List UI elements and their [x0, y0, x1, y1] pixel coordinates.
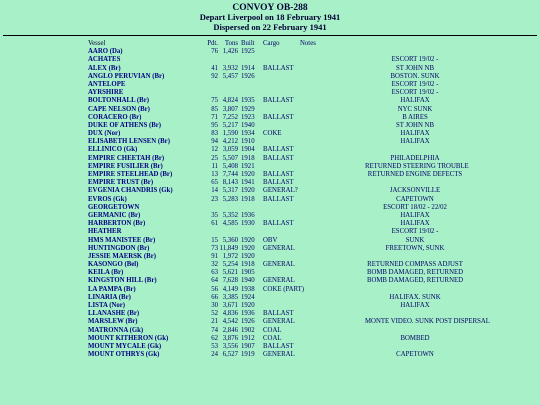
cell-tons: 5,283	[222, 195, 238, 203]
cell-vessel: GEORGETOWN	[88, 203, 140, 211]
cell-tons: 1,426	[222, 48, 238, 56]
cell-pdt: 24	[211, 351, 218, 359]
table-row	[0, 269, 540, 277]
cell-cargo: BALLAST	[263, 220, 294, 228]
cell-vessel: EMPIRE FUSILIER (Br)	[88, 162, 163, 170]
cell-tons: 3,932	[222, 64, 238, 72]
cell-vessel: EMPIRE STEELHEAD (Br)	[88, 171, 173, 178]
cell-notes: BOMB DAMAGED, RETURNED	[366, 269, 464, 277]
cell-pdt: 11	[211, 162, 218, 170]
cell-tons: 5,317	[222, 187, 238, 195]
cell-notes: BOMBED	[400, 334, 430, 342]
cell-notes: CAPETOWN	[396, 195, 434, 203]
cell-vessel: EMPIRE CHEETAH (Br)	[88, 154, 165, 162]
table-row	[0, 89, 540, 97]
cell-tons: 8,143	[222, 179, 238, 187]
table-row	[0, 220, 540, 228]
cell-built: 1921	[241, 162, 255, 170]
cell-built: 1914	[241, 64, 255, 72]
table-row	[0, 237, 540, 245]
table-row	[0, 138, 540, 146]
cell-pdt: 61	[211, 220, 218, 228]
cell-tons: 7,744	[222, 171, 238, 178]
column-header-cargo: Cargo	[263, 40, 280, 47]
cell-pdt: 23	[211, 195, 218, 203]
cell-pdt: 66	[211, 293, 218, 301]
table-row	[0, 318, 540, 326]
cell-vessel: EVGENIA CHANDRIS (Gk)	[88, 187, 173, 195]
table-header-row	[0, 40, 540, 48]
table-row	[0, 335, 540, 343]
cell-pdt: 74	[211, 326, 218, 334]
cell-built: 1940	[241, 277, 255, 285]
cell-notes: RETURNED COMPASS ADJUST	[367, 261, 463, 269]
cell-built: 1918	[241, 154, 255, 162]
table-row	[0, 81, 540, 89]
dispersed-line: Dispersed on 22 February 1941	[213, 21, 327, 32]
cell-cargo: BALLAST	[263, 64, 294, 72]
cell-notes: SUNK	[405, 236, 425, 244]
cell-pdt: 94	[211, 138, 218, 146]
table-row	[0, 179, 540, 187]
table-row	[0, 253, 540, 261]
cell-cargo: COAL	[263, 334, 282, 342]
cell-cargo: GENERAL	[263, 351, 295, 359]
cell-notes: RETURNED STEERING TROUBLE	[365, 162, 469, 170]
cell-vessel: ANTELOPE	[88, 80, 126, 88]
cell-pdt: 65	[211, 179, 218, 187]
cell-cargo: COKE (PART)	[263, 285, 305, 293]
cell-cargo: GENERAL	[263, 244, 295, 252]
cell-built: 1920	[241, 302, 255, 309]
cell-built: 1941	[241, 179, 255, 187]
cell-pdt: 53	[211, 342, 218, 350]
table-row	[0, 277, 540, 285]
cell-tons: 5,457	[222, 72, 238, 80]
cell-notes: HALIFAX. SUNK	[389, 293, 441, 301]
table-row	[0, 286, 540, 294]
cell-notes: ST JOHN NB	[395, 121, 435, 129]
cell-cargo: BALLAST	[263, 310, 294, 318]
cell-vessel: HMS MANISTEE (Br)	[88, 236, 156, 244]
cell-cargo: COAL	[263, 326, 282, 334]
cell-notes: ST JOHN NB	[395, 64, 435, 72]
cell-tons: 5,408	[222, 162, 238, 170]
cell-vessel: MARSLEW (Br)	[88, 318, 138, 326]
cell-built: 1923	[241, 113, 255, 121]
table-row	[0, 204, 540, 212]
cell-vessel: MOUNT MYCALE (Gk)	[88, 342, 162, 350]
cell-notes: FREETOWN, SUNK	[385, 244, 445, 252]
column-header-notes: Notes	[300, 40, 316, 47]
page-header	[0, 0, 540, 32]
cell-vessel: LINARIA (Br)	[88, 293, 131, 301]
cell-notes: HALIFAX	[400, 302, 430, 309]
cell-tons: 3,807	[222, 105, 238, 113]
cell-tons: 6,527	[222, 351, 238, 359]
cell-vessel: HUNTINGDON (Br)	[88, 244, 150, 252]
cell-cargo: GENERAL	[263, 318, 295, 326]
cell-vessel: CAPE NELSON (Br)	[88, 105, 150, 113]
table-row	[0, 228, 540, 236]
cell-built: 1907	[241, 342, 255, 350]
cell-vessel: GERMANIC (Br)	[88, 211, 141, 219]
cell-built: 1925	[241, 48, 255, 56]
cell-vessel: MATRONNA (Gk)	[88, 326, 144, 334]
cell-notes: ESCORT 19/02 -	[391, 89, 439, 97]
cell-vessel: EVROS (Gk)	[88, 195, 127, 203]
cell-built: 1919	[241, 351, 255, 359]
cell-vessel: DUX (Nor)	[88, 130, 121, 138]
cell-notes: ESCORT 18/02 - 22/02	[383, 203, 447, 211]
cell-pdt: 64	[211, 277, 218, 285]
cell-cargo: BALLAST	[263, 113, 294, 121]
cell-notes: ESCORT 19/02 -	[391, 228, 439, 236]
convoy-table	[0, 40, 540, 359]
cell-built: 1935	[241, 97, 255, 105]
cell-tons: 1,590	[222, 130, 238, 138]
table-row	[0, 65, 540, 73]
table-row	[0, 155, 540, 163]
cell-built: 1924	[241, 293, 255, 301]
table-row	[0, 351, 540, 359]
cell-built: 1920	[241, 187, 255, 195]
cell-notes: JACKSONVILLE	[389, 187, 441, 195]
cell-pdt: 62	[211, 334, 218, 342]
cell-tons: 11,849	[219, 244, 238, 252]
cell-cargo: GENERAL	[263, 261, 295, 269]
table-row	[0, 122, 540, 130]
table-row	[0, 343, 540, 351]
table-row	[0, 327, 540, 335]
table-row	[0, 171, 540, 179]
cell-pdt: 73	[211, 244, 218, 252]
cell-tons: 3,556	[222, 342, 238, 350]
table-row	[0, 196, 540, 204]
column-header-tons: Tons	[224, 40, 238, 47]
table-row	[0, 302, 540, 310]
cell-vessel: BOLTONHALL (Br)	[88, 97, 149, 105]
cell-pdt: 76	[211, 48, 218, 56]
cell-built: 1920	[241, 236, 255, 244]
cell-built: 1905	[241, 269, 255, 277]
column-header-vessel: Vessel	[88, 40, 106, 47]
table-row	[0, 130, 540, 138]
table-row	[0, 48, 540, 56]
table-row	[0, 114, 540, 122]
cell-cargo: OBV	[263, 236, 278, 244]
cell-tons: 7,252	[222, 113, 238, 121]
cell-notes: HALIFAX	[400, 138, 430, 146]
cell-built: 1920	[241, 244, 255, 252]
cell-built: 1926	[241, 318, 255, 326]
cell-pdt: 63	[211, 269, 218, 277]
cell-cargo: BALLAST	[263, 97, 294, 105]
cell-tons: 5,360	[222, 236, 238, 244]
cell-built: 1904	[241, 146, 255, 154]
cell-vessel: JESSIE MAERSK (Br)	[88, 252, 156, 260]
cell-built: 1930	[241, 220, 255, 228]
cell-pdt: 95	[211, 121, 218, 129]
table-row	[0, 146, 540, 154]
cell-built: 1918	[241, 195, 255, 203]
cell-pdt: 12	[211, 146, 218, 154]
cell-notes: MONTE VIDEO. SUNK POST DISPERSAL	[365, 318, 490, 326]
cell-pdt: 30	[211, 302, 218, 309]
depart-line: Depart Liverpool on 18 February 1941	[199, 12, 341, 22]
cell-vessel: AYRSHIRE	[88, 89, 124, 97]
table-row	[0, 245, 540, 253]
cell-tons: 5,254	[222, 261, 238, 269]
cell-pdt: 13	[211, 171, 218, 178]
cell-vessel: KINGSTON HILL (Br)	[88, 277, 157, 285]
cell-vessel: LA PAMPA (Br)	[88, 285, 136, 293]
table-row	[0, 212, 540, 220]
convoy-title: CONVOY OB-288	[232, 3, 308, 13]
cell-pdt: 75	[211, 97, 218, 105]
cell-pdt: 52	[211, 310, 218, 318]
cell-tons: 4,585	[222, 220, 238, 228]
cell-notes: HALIFAX	[400, 130, 430, 138]
cell-built: 1920	[241, 171, 255, 178]
cell-notes: ESCORT 19/02 -	[391, 56, 439, 64]
cell-tons: 3,876	[222, 334, 238, 342]
cell-built: 1938	[241, 285, 255, 293]
cell-vessel: ALEX (Br)	[88, 64, 121, 72]
table-row	[0, 73, 540, 81]
cell-pdt: 25	[211, 154, 218, 162]
column-header-built: Built	[241, 40, 255, 47]
cell-notes: BOSTON. SUNK	[390, 72, 440, 80]
cell-built: 1929	[241, 105, 255, 113]
cell-cargo: BALLAST	[263, 342, 294, 350]
cell-vessel: DUKE OF ATHENS (Br)	[88, 121, 162, 129]
cell-built: 1934	[241, 130, 255, 138]
cell-notes: NYC SUNK	[397, 105, 433, 113]
cell-notes: HALIFAX	[400, 97, 430, 105]
cell-built: 1936	[241, 310, 255, 318]
cell-tons: 4,824	[222, 97, 238, 105]
cell-built: 1910	[241, 138, 255, 146]
cell-notes: ESCORT 19/02 -	[391, 80, 439, 88]
cell-tons: 3,671	[222, 302, 238, 309]
cell-built: 1926	[241, 72, 255, 80]
cell-pdt: 71	[211, 113, 218, 121]
cell-built: 1936	[241, 211, 255, 219]
cell-vessel: MOUNT OTHRYS (Gk)	[88, 351, 160, 359]
cell-tons: 4,542	[222, 318, 238, 326]
cell-pdt: 85	[211, 105, 218, 113]
cell-tons: 3,059	[222, 146, 238, 154]
cell-vessel: ELISABETH LENSEN (Br)	[88, 138, 170, 146]
table-body	[0, 48, 540, 359]
cell-tons: 4,149	[222, 285, 238, 293]
cell-cargo: GENERAL	[263, 277, 295, 285]
cell-notes: CAPETOWN	[396, 351, 434, 359]
cell-notes: RETURNED ENGINE DEFECTS	[367, 171, 463, 178]
cell-pdt: 56	[211, 285, 218, 293]
cell-vessel: CORACERO (Br)	[88, 113, 142, 121]
cell-notes: PHILADELPHIA	[390, 154, 440, 162]
table-row	[0, 97, 540, 105]
cell-built: 1920	[241, 252, 255, 260]
cell-vessel: KEILA (Br)	[88, 269, 124, 277]
cell-cargo: BALLAST	[263, 179, 294, 187]
cell-vessel: ACHATES	[88, 56, 121, 64]
table-row	[0, 106, 540, 114]
cell-pdt: 14	[211, 187, 218, 195]
cell-tons: 3,385	[222, 293, 238, 301]
cell-vessel: ELLINICO (Gk)	[88, 146, 138, 154]
cell-vessel: ANGLO PERUVIAN (Br)	[88, 72, 165, 80]
cell-built: 1912	[241, 334, 255, 342]
cell-notes: HALIFAX	[400, 220, 430, 228]
cell-notes: HALIFAX	[400, 211, 430, 219]
cell-pdt: 21	[211, 318, 218, 326]
table-row	[0, 56, 540, 64]
cell-cargo: BALLAST	[263, 195, 294, 203]
cell-cargo: BALLAST	[263, 171, 294, 178]
cell-pdt: 83	[211, 130, 218, 138]
cell-pdt: 41	[211, 64, 218, 72]
cell-pdt: 91	[211, 252, 218, 260]
cell-built: 1902	[241, 326, 255, 334]
table-row	[0, 187, 540, 195]
cell-cargo: BALLAST	[263, 154, 294, 162]
cell-built: 1918	[241, 261, 255, 269]
cell-vessel: MOUNT KITHERON (Gk)	[88, 334, 169, 342]
cell-pdt: 35	[211, 211, 218, 219]
cell-tons: 7,628	[222, 277, 238, 285]
cell-cargo: COKE	[263, 130, 282, 138]
cell-tons: 4,836	[222, 310, 238, 318]
cell-notes: BOMB DAMAGED, RETURNED	[366, 277, 464, 285]
cell-tons: 2,846	[222, 326, 238, 334]
cell-pdt: 15	[211, 236, 218, 244]
cell-cargo: BALLAST	[263, 146, 294, 154]
cell-vessel: KASONGO (Bel)	[88, 261, 139, 269]
cell-tons: 4,212	[222, 138, 238, 146]
cell-vessel: HARBERTON (Br)	[88, 220, 146, 228]
cell-cargo: GENERAL?	[263, 187, 298, 195]
table-row	[0, 261, 540, 269]
cell-pdt: 32	[211, 261, 218, 269]
cell-vessel: LISTA (Nor)	[88, 302, 126, 309]
cell-tons: 5,217	[222, 121, 238, 129]
cell-notes: B AIRES	[402, 113, 428, 121]
header-divider	[3, 35, 537, 36]
table-row	[0, 310, 540, 318]
cell-tons: 5,352	[222, 211, 238, 219]
column-header-pdt: Pdt.	[207, 40, 218, 47]
cell-vessel: HEATHER	[88, 228, 122, 236]
cell-vessel: EMPIRE TRUST (Br)	[88, 179, 154, 187]
cell-vessel: AARO (Da)	[88, 48, 123, 56]
cell-built: 1940	[241, 121, 255, 129]
table-row	[0, 294, 540, 302]
cell-pdt: 92	[211, 72, 218, 80]
cell-tons: 5,507	[222, 154, 238, 162]
table-row	[0, 163, 540, 171]
cell-tons: 5,621	[222, 269, 238, 277]
cell-tons: 1,972	[222, 252, 238, 260]
cell-vessel: LLANASHE (Br)	[88, 310, 140, 318]
